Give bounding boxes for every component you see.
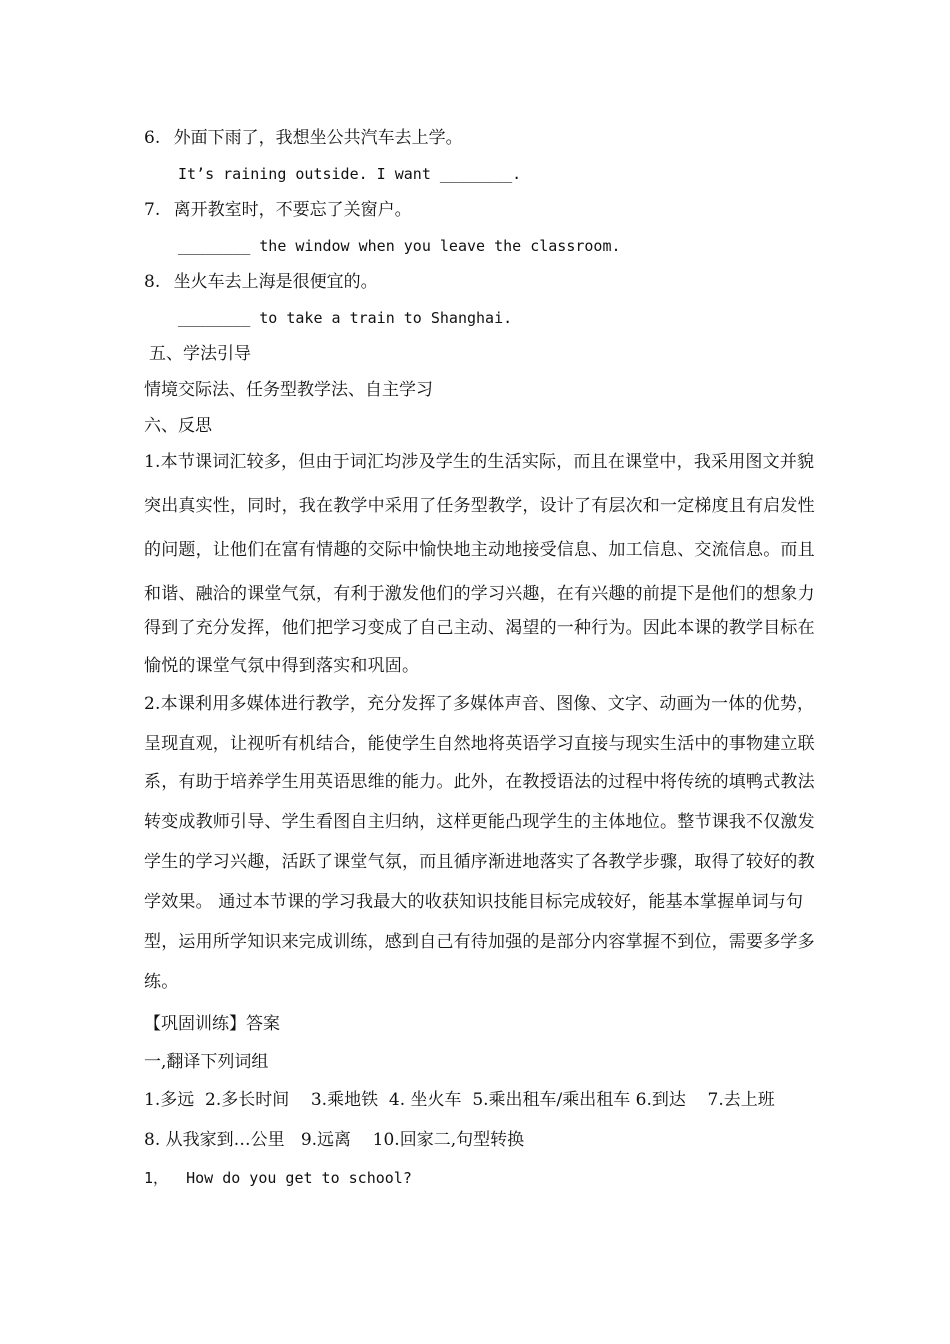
paragraph-line: 突出真实性，同时，我在教学中采用了任务型教学，设计了有层次和一定梯度且有启发性 [144,496,815,516]
paragraph-line: 练。 [144,972,179,992]
paragraph-line: 和谐、融洽的课堂气氛，有利于激发他们的学习兴趣，在有兴趣的前提下是他们的想象力 [144,584,815,604]
item-7-chinese [144,199,412,221]
item-6-english: It’s raining outside. I want ________. [178,165,522,183]
paragraph-line: 学生的学习兴趣，活跃了课堂气氛，而且循序渐进地落实了各教学步骤，取得了较好的教 [144,852,815,872]
section-5-body: 情境交际法、任务型教学法、自主学习 [144,380,433,400]
item-6-chinese [144,127,463,149]
answers-row-1: 1.多远 2.多长时间 3.乘地铁 4. 坐火车 5.乘出租车/乘出租车 6.到达 7.去上班 [144,1090,775,1110]
answers-heading: 【巩固训练】答案 [144,1014,280,1034]
paragraph-line: 系，有助于培养学生用英语思维的能力。此外，在教授语法的过程中将传统的填鸭式教法 [144,772,815,792]
paragraph-line: 的问题，让他们在富有情趣的交际中愉快地主动地接受信息、加工信息、交流信息。而且 [144,540,815,560]
item-number: 8. [144,272,161,292]
item-chinese-text: 外面下雨了，我想坐公共汽车去上学。 [173,128,463,148]
item-8-chinese [144,271,378,293]
item-chinese-text: 坐火车去上海是很便宜的。 [173,272,378,292]
paragraph-line: 学效果。 通过本节课的学习我最大的收获知识技能目标完成较好，能基本掌握单词与句 [144,892,804,912]
item-7-english: ________ the window when you leave the classroom. [178,237,621,255]
item-chinese-text: 离开教室时，不要忘了关窗户。 [173,200,412,220]
item-8-english: ________ to take a train to Shanghai. [178,309,513,327]
paragraph-line: 型，运用所学知识来完成训练，感到自己有待加强的是部分内容掌握不到位，需要多学多 [144,932,815,952]
section-5-heading: 五、学法引导 [149,344,251,364]
item-number: 7. [144,200,161,220]
paragraph-line: 愉悦的课堂气氛中得到落实和巩固。 [144,656,420,676]
paragraph-line: 2.本课利用多媒体进行教学，充分发挥了多媒体声音、图像、文字、动画为一体的优势， [144,694,815,714]
paragraph-line: 得到了充分发挥，他们把学习变成了自己主动、渴望的一种行为。因此本课的教学目标在 [144,618,815,638]
paragraph-line: 1.本节课词汇较多，但由于词汇均涉及学生的生活实际，而且在课堂中，我采用图文并貌 [144,452,815,472]
section-6-heading: 六、反思 [144,416,212,436]
answers-subheading-1: 一,翻译下列词组 [144,1052,269,1072]
item-number: 6. [144,128,161,148]
paragraph-line: 转变成教师引导、学生看图自主归纳，这样更能凸现学生的主体地位。整节课我不仅激发 [144,812,815,832]
answers-row-3: 1， How do you get to school? [144,1169,412,1187]
paragraph-line: 呈现直观，让视听有机结合，能使学生自然地将英语学习直接与现实生活中的事物建立联 [144,734,815,754]
answers-row-2: 8. 从我家到…公里 9.远离 10.回家二,句型转换 [144,1130,525,1150]
